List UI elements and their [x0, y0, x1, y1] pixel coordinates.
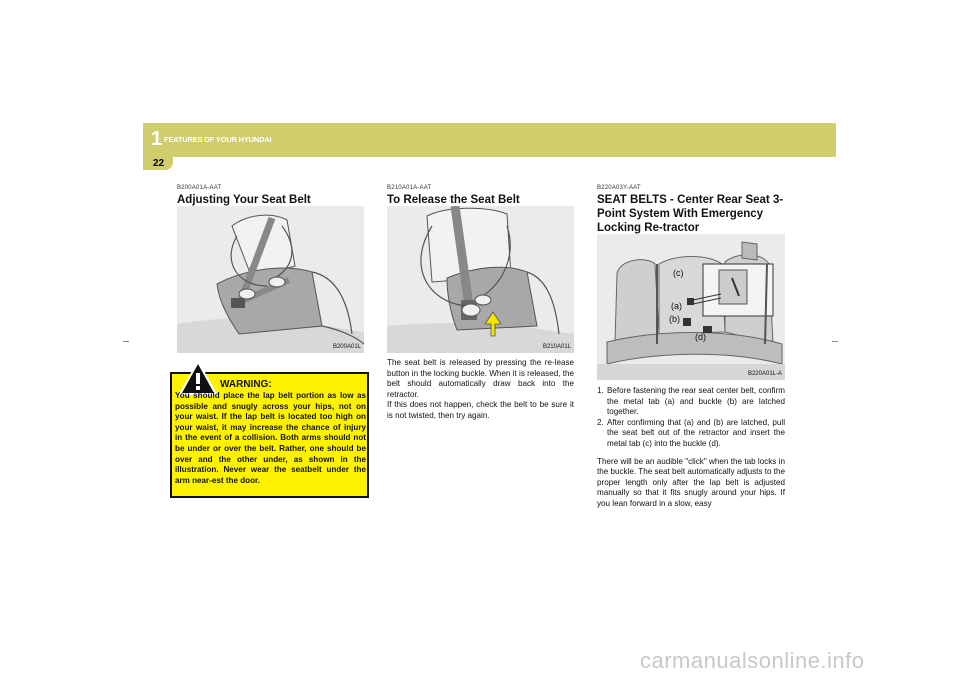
section-code: B210A01A-AAT — [387, 185, 432, 191]
figure-code: B200A01L — [332, 344, 361, 350]
step-item: 1. Before fastening the rear seat center belt, confirm the metal tab (a) and buckle (b) are latched together. — [597, 386, 785, 417]
center-belt-instructions — [597, 386, 785, 510]
label-d: (d) — [695, 332, 706, 342]
figure-release-seat-belt — [387, 206, 574, 353]
warning-text: You should place the lap belt portion as low as possible and snugly across your hips, not on your waist. If the lap belt is located too high on your waist, it may increase the chance of injury in the event of a collision. Both arms should not be under or over the belt. Rather, one should be over and the other under, as shown in the illustration. Never wear the seatbelt under the arm near-est the door. — [175, 391, 366, 485]
page-number: 22 — [153, 158, 165, 169]
rear-seat-illustration — [597, 234, 785, 380]
section-code: B200A01A-AAT — [177, 185, 222, 191]
section-center-rear-belt — [597, 185, 785, 238]
figure-code: B210A01L — [542, 344, 571, 350]
chapter-title: FEATURES OF YOUR HYUNDAI — [164, 135, 272, 144]
seat-belt-release-illustration — [387, 206, 574, 353]
seat-belt-lap-illustration — [177, 206, 364, 353]
watermark: carmanualsonline.info — [640, 648, 865, 673]
steps-list — [597, 386, 785, 450]
crop-mark-right — [832, 341, 838, 342]
figure-adjusting-seat-belt — [177, 206, 364, 353]
label-a: (a) — [671, 301, 682, 311]
chapter-number: 1 — [151, 128, 163, 150]
release-paragraph-1: The seat belt is released by pressing the re-lease button in the locking buckle. When it is released, the belt should automatically draw back into the retractor. — [387, 358, 574, 399]
section-code: B220A03Y-AAT — [597, 185, 641, 191]
figure-center-rear-belt — [597, 234, 785, 380]
click-paragraph: There will be an audible "click" when the tab locks in the buckle. The seat belt automatically adjusts to the proper length only after the lap belt is adjusted manually so that it fits snugly around your hips. If you lean forward in a slow, easy — [597, 456, 785, 508]
step-item: 2. After confirming that (a) and (b) are latched, pull the seat belt out of the retractor and insert the metal tab (c) into the buckle (d). — [597, 417, 785, 448]
label-c: (c) — [673, 268, 684, 278]
crop-mark-left — [123, 341, 129, 342]
label-b: (b) — [669, 314, 680, 324]
warning-title: WARNING: — [220, 379, 272, 390]
release-instructions — [387, 358, 574, 422]
section-title: To Release the Seat Belt — [387, 194, 520, 206]
figure-code: B220A01L-A — [747, 371, 782, 377]
section-title: SEAT BELTS - Center Rear Seat 3-Point System With Emergency Locking Re-tractor — [597, 194, 784, 234]
section-title: Adjusting Your Seat Belt — [177, 194, 311, 206]
release-paragraph-2: If this does not happen, check the belt to be sure it is not twisted, then try again. — [387, 400, 574, 420]
